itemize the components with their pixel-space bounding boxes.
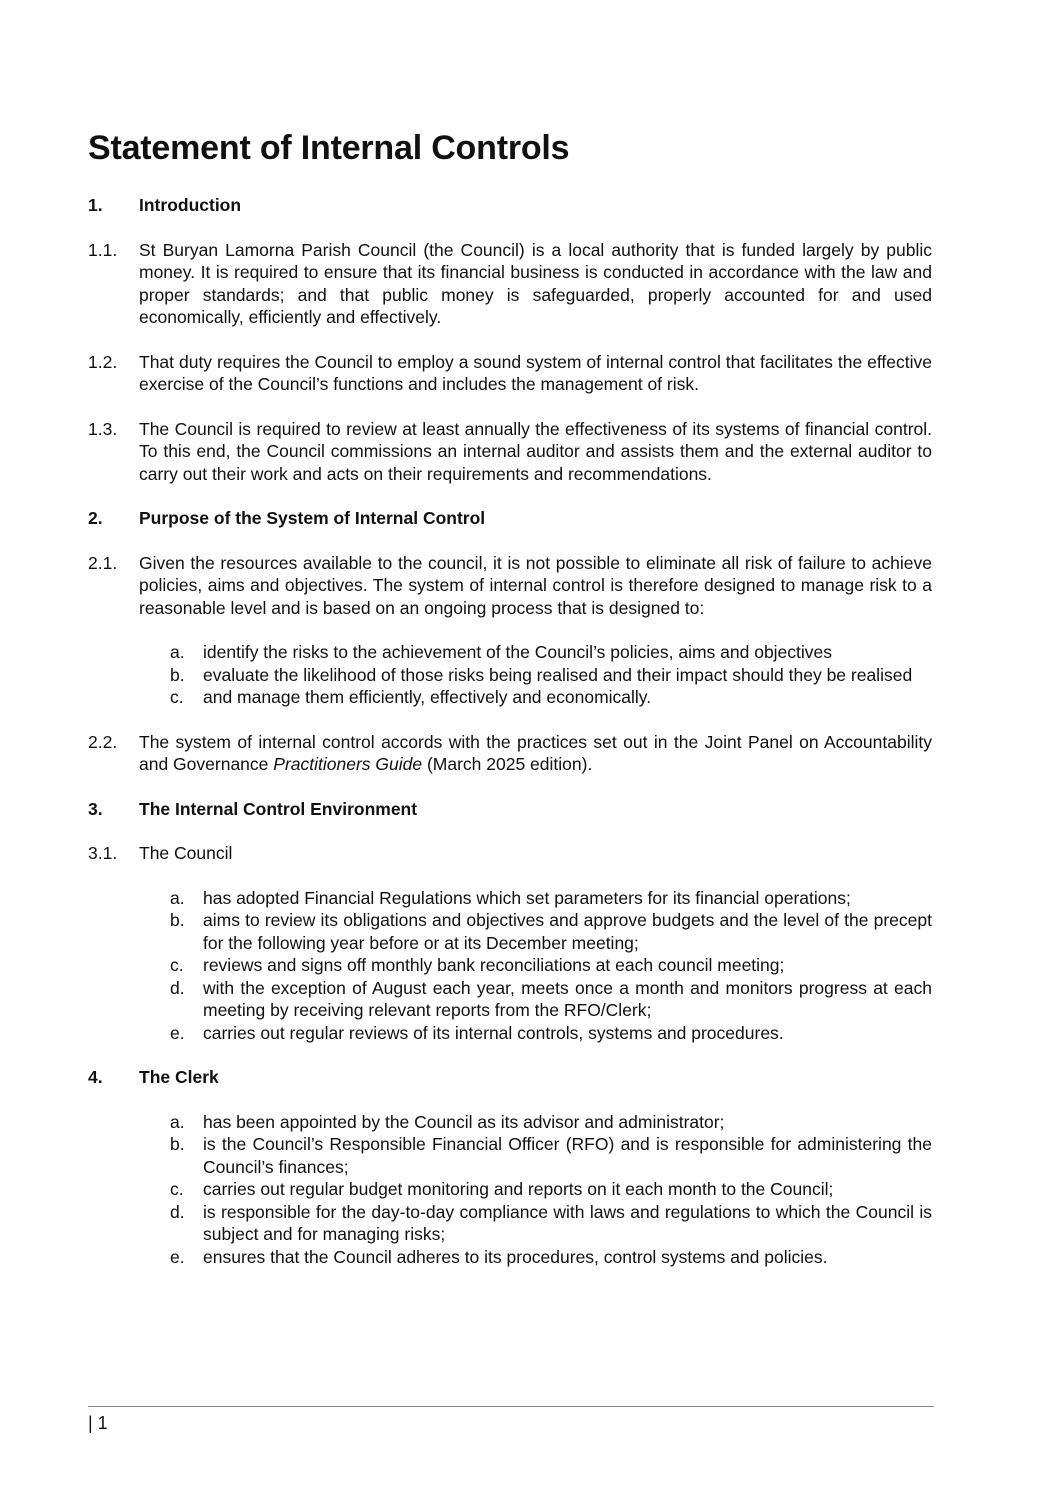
list-text: carries out regular budget monitoring and reports on it each month to the Council;	[203, 1179, 834, 1199]
list-text: reviews and signs off monthly bank reconciliations at each council meeting;	[203, 955, 785, 975]
list-item	[88, 1201, 932, 1246]
paragraph-number: 2.2.	[88, 731, 118, 752]
list-letter: c.	[170, 1179, 184, 1199]
list-item	[88, 887, 932, 910]
list-letter: e.	[170, 1246, 185, 1267]
list-letter: e.	[170, 1022, 185, 1043]
section-title: The Internal Control Environment	[139, 798, 418, 819]
list-item	[88, 977, 932, 1022]
list-text: ensures that the Council adheres to its procedures, control systems and policies.	[203, 1246, 828, 1267]
list-item	[88, 1022, 932, 1045]
section-heading-introduction	[88, 194, 932, 217]
list-item	[88, 909, 932, 954]
list-text: is the Council’s Responsible Financial Officer (RFO) and is responsible for administering the Council’s finances;	[203, 1134, 932, 1177]
paragraph-text	[139, 731, 932, 776]
footer-divider	[88, 1406, 934, 1407]
section-number: 3.	[88, 798, 103, 819]
paragraph-text: That duty requires the Council to employ a sound system of internal control that facilitates the effective exercise of the Council’s functions and includes the management of risk.	[139, 351, 932, 394]
list-letter: b.	[170, 664, 185, 685]
list-text: evaluate the likelihood of those risks being realised and their impact should they be realised	[203, 664, 913, 685]
page-number: | 1	[88, 1413, 108, 1433]
list-letter: d.	[170, 977, 185, 998]
section-title: Purpose of the System of Internal Control	[139, 508, 486, 528]
section-heading-purpose	[88, 507, 932, 530]
paragraph-3-1	[88, 842, 932, 865]
paragraph-1-3	[88, 418, 932, 486]
list-item	[88, 1178, 932, 1201]
list-text: and manage them efficiently, effectively and economically.	[203, 687, 652, 707]
paragraph-number: 3.1.	[88, 843, 118, 863]
section-title: Introduction	[139, 195, 242, 215]
list-letter: b.	[170, 1134, 185, 1154]
list-text: is responsible for the day-to-day compliance with laws and regulations to which the Council is subject and for managing risks;	[203, 1201, 932, 1244]
section-number: 1.	[88, 195, 103, 215]
list-letter: a.	[170, 887, 185, 908]
section-number: 4.	[88, 1067, 103, 1087]
paragraph-number: 1.2.	[88, 351, 118, 372]
section-heading-clerk	[88, 1066, 932, 1089]
clerk-list	[88, 1111, 932, 1269]
list-item	[88, 954, 932, 977]
paragraph-number: 1.1.	[88, 239, 118, 260]
list-letter: a.	[170, 1111, 185, 1132]
purpose-list	[88, 641, 932, 709]
list-item	[88, 664, 932, 687]
section-number: 2.	[88, 508, 103, 528]
paragraph-1-2	[88, 351, 932, 396]
list-item	[88, 686, 932, 709]
list-text: has adopted Financial Regulations which set parameters for its financial operations;	[203, 887, 851, 908]
list-letter: a.	[170, 642, 185, 662]
list-text: aims to review its obligations and objectives and approve budgets and the level of the precept for the following year before or at its December meeting;	[203, 910, 932, 953]
paragraph-1-1	[88, 239, 932, 329]
guide-title: Practitioners Guide	[273, 754, 423, 774]
paragraph-text: St Buryan Lamorna Parish Council (the Council) is a local authority that is funded largely by public money. It is required to ensure that its financial business is conducted in accordance with the law and proper standards; and that public money is safeguarded, properly accounted for and used economically, efficiently and effectively.	[139, 239, 932, 327]
paragraph-2-2	[88, 731, 932, 776]
list-item	[88, 1246, 932, 1269]
list-item	[88, 1111, 932, 1134]
document-body	[88, 126, 932, 1268]
paragraph-number: 2.1.	[88, 552, 118, 573]
list-text: identify the risks to the achievement of the Council’s policies, aims and objectives	[203, 642, 833, 662]
paragraph-2-1	[88, 552, 932, 620]
section-heading-control-environment	[88, 798, 932, 821]
list-text: carries out regular reviews of its internal controls, systems and procedures.	[203, 1022, 784, 1043]
list-text: with the exception of August each year, meets once a month and monitors progress at each meeting by receiving relevant reports from the RFO/Clerk;	[203, 977, 932, 1020]
paragraph-text: The Council is required to review at least annually the effectiveness of its systems of financial control. To this end, the Council commissions an internal auditor and assists them and the external auditor to carry out their work and acts on their requirements and recommendations.	[139, 418, 932, 484]
paragraph-text: Given the resources available to the council, it is not possible to eliminate all risk of failure to achieve policies, aims and objectives. The system of internal control is therefore designed to manage risk to a reasonable level and is based on an ongoing process that is designed to:	[139, 552, 932, 618]
list-item	[88, 641, 932, 664]
document-title: Statement of Internal Controls	[88, 129, 570, 167]
list-letter: d.	[170, 1201, 185, 1222]
list-letter: c.	[170, 687, 184, 707]
list-letter: c.	[170, 955, 184, 975]
list-text: has been appointed by the Council as its advisor and administrator;	[203, 1111, 725, 1132]
list-letter: b.	[170, 910, 185, 930]
list-item	[88, 1133, 932, 1178]
section-title: The Clerk	[139, 1067, 219, 1087]
paragraph-text-start: The system of internal control accords with the practices set out in the Joint Panel on Accountability and Governance	[139, 731, 932, 774]
paragraph-text-end: (March 2025 edition).	[422, 754, 593, 774]
council-list	[88, 887, 932, 1045]
paragraph-number: 1.3.	[88, 418, 118, 439]
paragraph-text: The Council	[139, 843, 233, 863]
